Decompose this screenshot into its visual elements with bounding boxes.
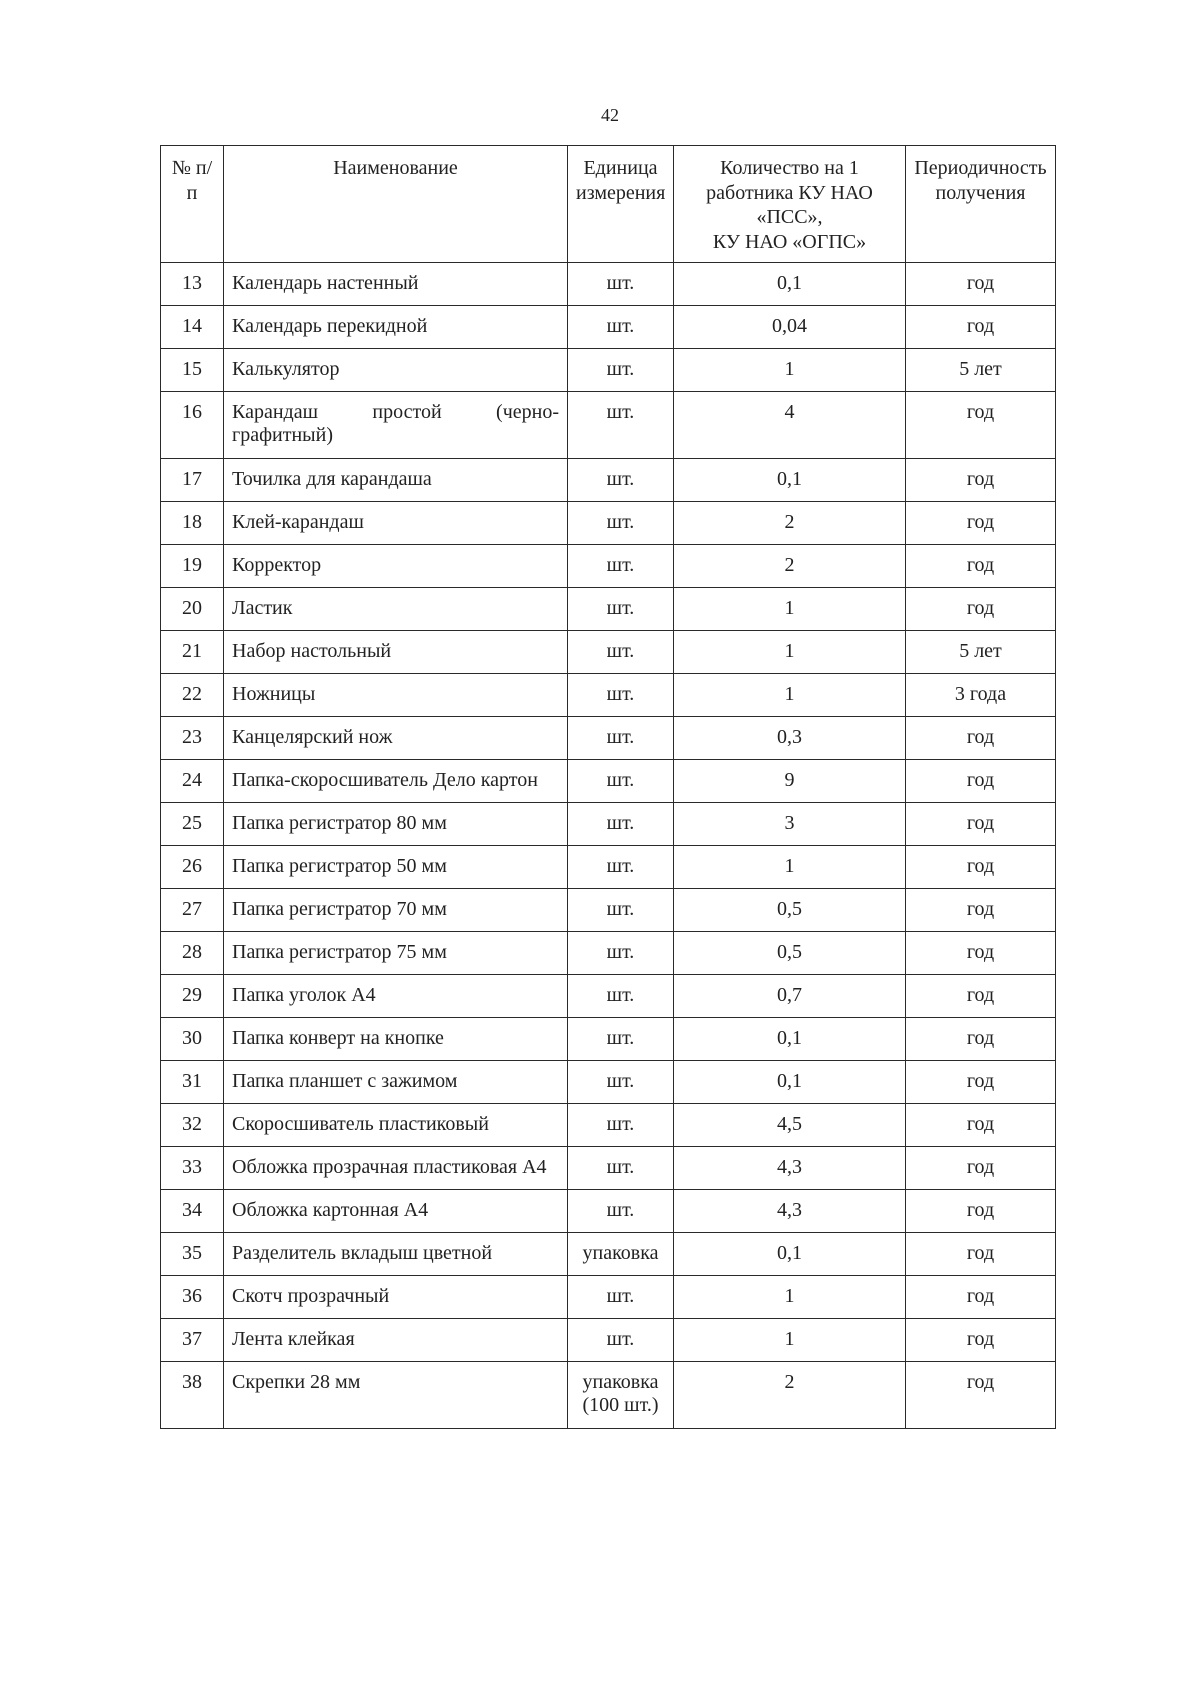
unit-of-measure: шт. [568, 631, 674, 674]
quantity-per-employee: 4,5 [674, 1104, 906, 1147]
issue-periodicity: год [906, 1147, 1056, 1190]
table-row [161, 760, 1056, 803]
item-name: Карандаш простой (черно- графитный) [224, 392, 568, 459]
issue-periodicity: год [906, 502, 1056, 545]
unit-of-measure: шт. [568, 502, 674, 545]
row-number: 18 [161, 502, 224, 545]
unit-of-measure: упаковка [568, 1233, 674, 1276]
table-row [161, 1018, 1056, 1061]
row-number: 19 [161, 545, 224, 588]
row-number: 17 [161, 459, 224, 502]
unit-of-measure: шт. [568, 588, 674, 631]
table-row [161, 803, 1056, 846]
unit-of-measure: шт. [568, 760, 674, 803]
table-row [161, 889, 1056, 932]
header-quantity: Количество на 1 работника КУ НАО «ПСС», КУ НАО «ОГПС» [674, 146, 906, 263]
table-row [161, 975, 1056, 1018]
row-number: 34 [161, 1190, 224, 1233]
unit-of-measure: шт. [568, 889, 674, 932]
unit-of-measure: шт. [568, 674, 674, 717]
quantity-per-employee: 2 [674, 545, 906, 588]
item-name: Папка регистратор 75 мм [224, 932, 568, 975]
table-row [161, 674, 1056, 717]
unit-of-measure: шт. [568, 1018, 674, 1061]
quantity-per-employee: 4,3 [674, 1147, 906, 1190]
issue-periodicity: год [906, 545, 1056, 588]
issue-periodicity: год [906, 803, 1056, 846]
unit-of-measure: шт. [568, 392, 674, 459]
item-name: Корректор [224, 545, 568, 588]
table-row [161, 263, 1056, 306]
quantity-per-employee: 2 [674, 1362, 906, 1429]
row-number: 24 [161, 760, 224, 803]
table-row [161, 306, 1056, 349]
unit-of-measure: шт. [568, 459, 674, 502]
issue-periodicity: год [906, 392, 1056, 459]
quantity-per-employee: 2 [674, 502, 906, 545]
quantity-per-employee: 0,1 [674, 459, 906, 502]
issue-periodicity: 5 лет [906, 349, 1056, 392]
row-number: 30 [161, 1018, 224, 1061]
row-number: 37 [161, 1319, 224, 1362]
item-name: Папка уголок А4 [224, 975, 568, 1018]
unit-of-measure: шт. [568, 349, 674, 392]
row-number: 16 [161, 392, 224, 459]
header-periodicity: Периодичность получения [906, 146, 1056, 263]
issue-periodicity: год [906, 1276, 1056, 1319]
quantity-per-employee: 0,3 [674, 717, 906, 760]
quantity-per-employee: 9 [674, 760, 906, 803]
unit-of-measure: шт. [568, 1190, 674, 1233]
table-row [161, 1104, 1056, 1147]
row-number: 26 [161, 846, 224, 889]
issue-periodicity: 3 года [906, 674, 1056, 717]
quantity-per-employee: 0,1 [674, 1061, 906, 1104]
table-row [161, 932, 1056, 975]
row-number: 29 [161, 975, 224, 1018]
table-row [161, 1362, 1056, 1429]
row-number: 23 [161, 717, 224, 760]
unit-of-measure: шт. [568, 545, 674, 588]
row-number: 27 [161, 889, 224, 932]
quantity-per-employee: 1 [674, 1276, 906, 1319]
table-row [161, 459, 1056, 502]
table-row [161, 1233, 1056, 1276]
issue-periodicity: год [906, 1018, 1056, 1061]
issue-periodicity: год [906, 1061, 1056, 1104]
issue-periodicity: год [906, 889, 1056, 932]
row-number: 36 [161, 1276, 224, 1319]
item-name: Папка регистратор 50 мм [224, 846, 568, 889]
table-row [161, 631, 1056, 674]
item-name: Папка-скоросшиватель Дело картон [224, 760, 568, 803]
quantity-per-employee: 1 [674, 588, 906, 631]
header-number: № п/п [161, 146, 224, 263]
unit-of-measure: шт. [568, 975, 674, 1018]
row-number: 28 [161, 932, 224, 975]
row-number: 22 [161, 674, 224, 717]
supplies-table [160, 145, 1056, 1429]
issue-periodicity: год [906, 1319, 1056, 1362]
table-row [161, 1190, 1056, 1233]
quantity-per-employee: 0,7 [674, 975, 906, 1018]
item-name: Календарь перекидной [224, 306, 568, 349]
issue-periodicity: год [906, 846, 1056, 889]
item-name: Обложка картонная А4 [224, 1190, 568, 1233]
quantity-per-employee: 0,5 [674, 932, 906, 975]
unit-of-measure: упаковка (100 шт.) [568, 1362, 674, 1429]
unit-of-measure: шт. [568, 1319, 674, 1362]
item-name: Папка регистратор 80 мм [224, 803, 568, 846]
quantity-per-employee: 1 [674, 846, 906, 889]
row-number: 25 [161, 803, 224, 846]
table-row [161, 588, 1056, 631]
quantity-per-employee: 0,1 [674, 263, 906, 306]
table-header-row [161, 146, 1056, 263]
row-number: 33 [161, 1147, 224, 1190]
unit-of-measure: шт. [568, 1276, 674, 1319]
item-name: Точилка для карандаша [224, 459, 568, 502]
issue-periodicity: год [906, 717, 1056, 760]
quantity-per-employee: 0,5 [674, 889, 906, 932]
quantity-per-employee: 1 [674, 631, 906, 674]
table-row [161, 349, 1056, 392]
issue-periodicity: год [906, 1104, 1056, 1147]
table-row [161, 1147, 1056, 1190]
unit-of-measure: шт. [568, 263, 674, 306]
item-name: Ножницы [224, 674, 568, 717]
item-name: Папка конверт на кнопке [224, 1018, 568, 1061]
table-row [161, 502, 1056, 545]
item-name: Клей-карандаш [224, 502, 568, 545]
issue-periodicity: год [906, 975, 1056, 1018]
unit-of-measure: шт. [568, 1061, 674, 1104]
issue-periodicity: год [906, 1190, 1056, 1233]
header-unit: Единица измерения [568, 146, 674, 263]
unit-of-measure: шт. [568, 932, 674, 975]
issue-periodicity: 5 лет [906, 631, 1056, 674]
issue-periodicity: год [906, 932, 1056, 975]
header-name: Наименование [224, 146, 568, 263]
item-name: Обложка прозрачная пластиковая А4 [224, 1147, 568, 1190]
item-name: Разделитель вкладыш цветной [224, 1233, 568, 1276]
item-name: Календарь настенный [224, 263, 568, 306]
quantity-per-employee: 4,3 [674, 1190, 906, 1233]
table-row [161, 1061, 1056, 1104]
item-name: Скрепки 28 мм [224, 1362, 568, 1429]
unit-of-measure: шт. [568, 803, 674, 846]
row-number: 21 [161, 631, 224, 674]
quantity-per-employee: 0,1 [674, 1233, 906, 1276]
unit-of-measure: шт. [568, 1104, 674, 1147]
item-name: Скоросшиватель пластиковый [224, 1104, 568, 1147]
table-row [161, 545, 1056, 588]
issue-periodicity: год [906, 588, 1056, 631]
item-name: Лента клейкая [224, 1319, 568, 1362]
issue-periodicity: год [906, 459, 1056, 502]
issue-periodicity: год [906, 760, 1056, 803]
quantity-per-employee: 1 [674, 1319, 906, 1362]
quantity-per-employee: 4 [674, 392, 906, 459]
unit-of-measure: шт. [568, 717, 674, 760]
quantity-per-employee: 0,1 [674, 1018, 906, 1061]
issue-periodicity: год [906, 263, 1056, 306]
item-name: Калькулятор [224, 349, 568, 392]
row-number: 31 [161, 1061, 224, 1104]
quantity-per-employee: 0,04 [674, 306, 906, 349]
row-number: 13 [161, 263, 224, 306]
row-number: 35 [161, 1233, 224, 1276]
table-row [161, 717, 1056, 760]
item-name: Папка регистратор 70 мм [224, 889, 568, 932]
page-number: 42 [601, 105, 619, 125]
row-number: 14 [161, 306, 224, 349]
table-row [161, 1319, 1056, 1362]
row-number: 15 [161, 349, 224, 392]
table-row [161, 846, 1056, 889]
table-row [161, 1276, 1056, 1319]
quantity-per-employee: 1 [674, 674, 906, 717]
row-number: 38 [161, 1362, 224, 1429]
issue-periodicity: год [906, 306, 1056, 349]
item-name: Ластик [224, 588, 568, 631]
item-name: Канцелярский нож [224, 717, 568, 760]
item-name: Набор настольный [224, 631, 568, 674]
row-number: 20 [161, 588, 224, 631]
unit-of-measure: шт. [568, 1147, 674, 1190]
unit-of-measure: шт. [568, 846, 674, 889]
issue-periodicity: год [906, 1233, 1056, 1276]
unit-of-measure: шт. [568, 306, 674, 349]
table-row [161, 392, 1056, 459]
item-name: Скотч прозрачный [224, 1276, 568, 1319]
issue-periodicity: год [906, 1362, 1056, 1429]
item-name: Папка планшет с зажимом [224, 1061, 568, 1104]
quantity-per-employee: 1 [674, 349, 906, 392]
row-number: 32 [161, 1104, 224, 1147]
quantity-per-employee: 3 [674, 803, 906, 846]
